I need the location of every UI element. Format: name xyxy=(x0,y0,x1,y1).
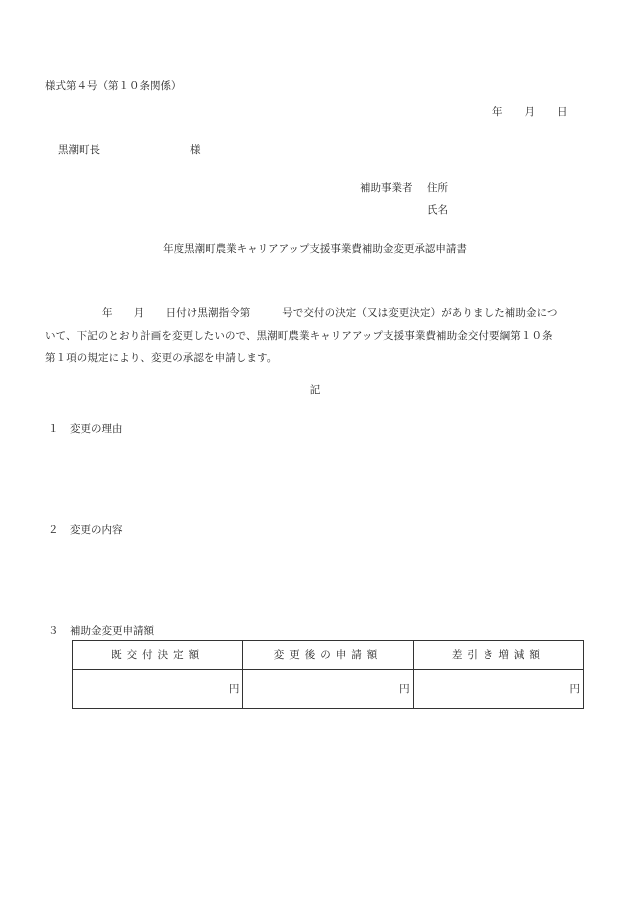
address-label: 住所 xyxy=(427,182,448,194)
ki-heading: 記 xyxy=(309,384,321,396)
section-title: 変更の内容 xyxy=(70,524,123,536)
body-line-3: 第１項の規定により、変更の承認を申請します。 xyxy=(45,352,278,364)
applicant-label: 補助事業者 xyxy=(360,182,413,194)
header-prior-amount: 既交付決定額 xyxy=(73,641,243,670)
section-change-content xyxy=(48,525,123,536)
document-title: 年度黒潮町農業キャリアアップ支援事業費補助金変更承認申請書 xyxy=(163,243,467,255)
form-number: 様式第４号（第１０条関係） xyxy=(45,80,182,92)
recipient-honorific: 様 xyxy=(190,144,201,156)
date-month: 月 xyxy=(524,106,535,118)
header-difference: 差引き増減額 xyxy=(413,641,583,670)
table-row xyxy=(73,670,584,709)
section-change-reason xyxy=(48,424,123,435)
name-label: 氏名 xyxy=(427,204,448,216)
amount-table xyxy=(72,640,584,709)
section-title: 補助金変更申請額 xyxy=(70,625,154,637)
date-year: 年 xyxy=(492,106,503,118)
date-line xyxy=(492,107,568,118)
section-title: 変更の理由 xyxy=(70,423,123,435)
date-day: 日 xyxy=(557,106,568,118)
section-number: １ xyxy=(48,423,59,435)
body-line-1: 年 月 日付け黒潮指令第 号で交付の決定（又は変更決定）がありました補助金につ xyxy=(102,307,558,319)
difference-cell[interactable]: 円 xyxy=(413,670,583,709)
body-paragraph xyxy=(45,302,585,370)
new-amount-cell[interactable]: 円 xyxy=(243,670,413,709)
prior-amount-cell[interactable]: 円 xyxy=(73,670,243,709)
body-line-2: いて、下記のとおり計画を変更したいので、黒潮町農業キャリアアップ支援事業費補助金交付要綱第１０条 xyxy=(45,329,553,342)
section-change-amount xyxy=(48,626,154,637)
section-number: ２ xyxy=(48,524,59,536)
table-header-row xyxy=(73,641,584,670)
section-number: ３ xyxy=(48,625,59,637)
header-new-amount: 変更後の申請額 xyxy=(243,641,413,670)
recipient-name: 黒潮町長 xyxy=(58,144,100,156)
